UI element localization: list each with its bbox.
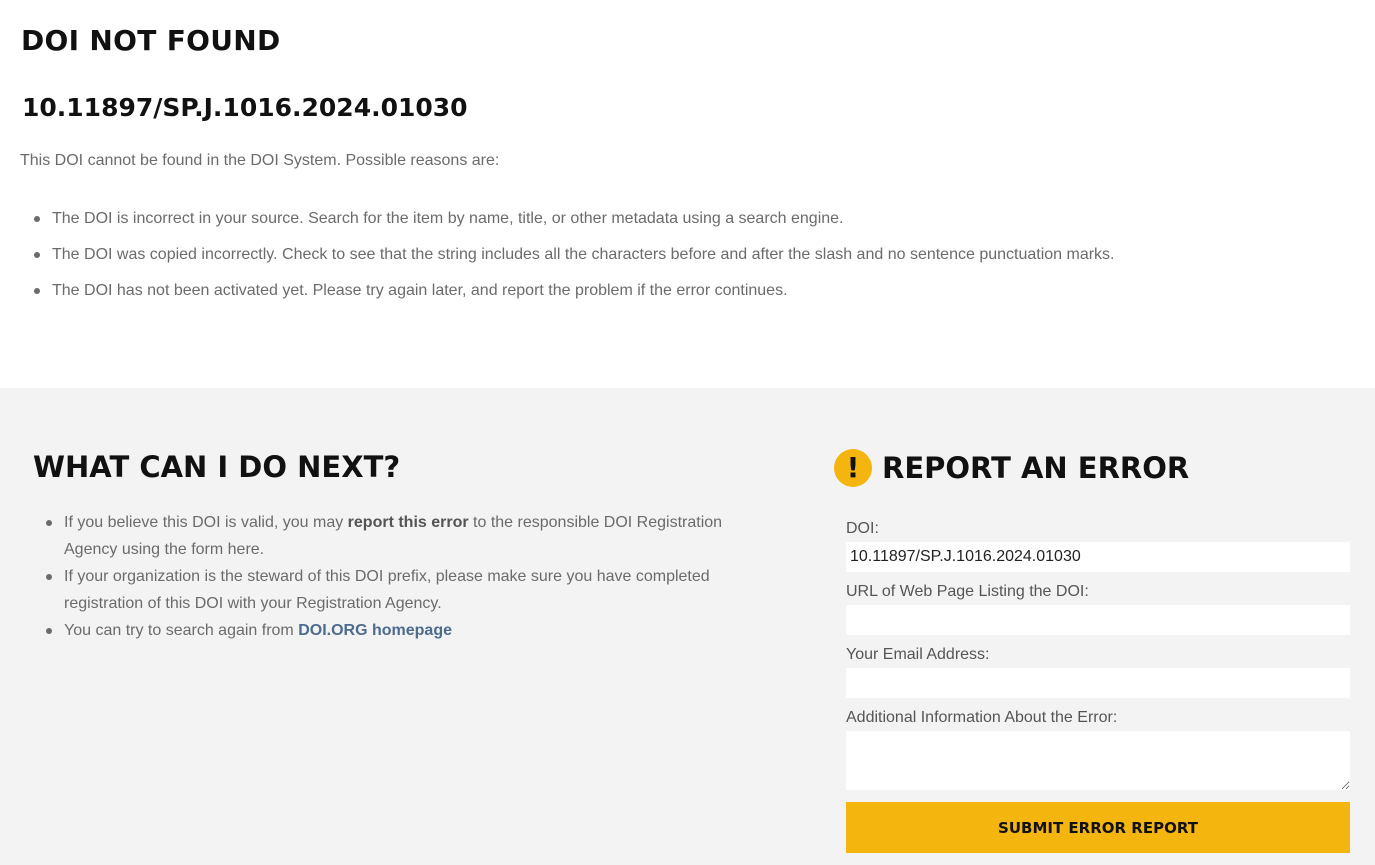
next-steps-list: [44, 509, 724, 644]
next-steps-section: [0, 388, 1375, 865]
page-title: DOI NOT FOUND: [21, 24, 281, 57]
doi-not-found-section: [0, 0, 1375, 388]
item-text: to the responsible DOI Registration Agency using the form here.: [64, 514, 723, 558]
list-item: [44, 509, 724, 563]
list-item: If your organization is the steward of this DOI prefix, please make sure you have completed registration of this DOI with your Registration Agency.: [44, 563, 724, 617]
doi-homepage-link[interactable]: DOI.ORG homepage: [298, 622, 452, 639]
submit-error-report-button[interactable]: SUBMIT ERROR REPORT: [846, 802, 1350, 853]
doi-field[interactable]: [846, 542, 1350, 572]
info-label: Additional Information About the Error:: [846, 709, 1118, 726]
report-error-title: REPORT AN ERROR: [882, 451, 1190, 485]
report-error-form: [846, 519, 1350, 853]
info-textarea[interactable]: [846, 731, 1350, 790]
list-item: [44, 617, 724, 644]
report-error-text: report this error: [347, 514, 469, 531]
email-field[interactable]: [846, 668, 1350, 698]
doi-label: DOI:: [846, 520, 879, 537]
report-error-header: [834, 449, 1189, 487]
item-text: You can try to search again from: [64, 622, 299, 639]
url-label: URL of Web Page Listing the DOI:: [846, 583, 1089, 600]
doi-heading: 10.11897/SP.J.1016.2024.01030: [22, 93, 468, 122]
reason-item: The DOI is incorrect in your source. Search for the item by name, title, or other metadata using a search engine.: [32, 209, 1115, 245]
item-text: If you believe this DOI is valid, you may: [64, 514, 348, 531]
url-field[interactable]: [846, 605, 1350, 635]
exclamation-icon: !: [834, 449, 872, 487]
reason-item: The DOI has not been activated yet. Please try again later, and report the problem if the error continues.: [32, 281, 1115, 317]
intro-text: This DOI cannot be found in the DOI System. Possible reasons are:: [20, 152, 500, 169]
reason-item: The DOI was copied incorrectly. Check to see that the string includes all the characters before and after the slash and no sentence punctuation marks.: [32, 245, 1115, 281]
next-steps-title: WHAT CAN I DO NEXT?: [33, 450, 401, 484]
email-label: Your Email Address:: [846, 646, 990, 663]
reasons-list: [32, 209, 1115, 317]
